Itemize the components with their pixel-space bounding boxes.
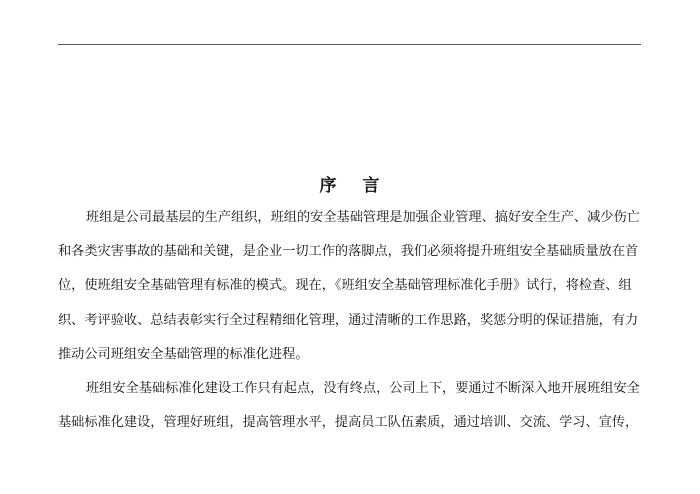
paragraph-line: 基础标准化建设，管理好班组，提高管理水平，提高员工队伍素质，通过培训、交流、学习、宣传， <box>58 415 639 431</box>
header-rule <box>58 44 641 45</box>
paragraph-line: 推动公司班组安全基础管理的标准化进程。 <box>58 346 309 362</box>
paragraph-line: 位，使班组安全基础管理有标准的模式。现在，《班组安全基础管理标准化手册》试行，将检查、组 <box>58 278 632 294</box>
title-char-1: 序 <box>319 176 337 196</box>
page-title <box>58 174 641 198</box>
paragraph-line: 和各类灾害事故的基础和关键，是企业一切工作的落脚点，我们必须将提升班组安全基础质量放在首 <box>58 244 639 260</box>
paragraph-2 <box>58 372 642 440</box>
paragraph-line: 班组安全基础标准化建设工作只有起点，没有终点，公司上下，要通过不断深入地开展班组安全 <box>86 380 640 396</box>
title-char-2: 言 <box>362 176 380 196</box>
paragraph-line: 织、考评验收、总结表彰实行全过程精细化管理，通过清晰的工作思路，奖惩分明的保证措施，有力 <box>58 312 639 328</box>
paragraph-line: 班组是公司最基层的生产组织，班组的安全基础管理是加强企业管理、搞好安全生产、减少伤亡 <box>86 210 640 225</box>
paragraph-1 <box>58 201 642 372</box>
body-text <box>58 201 642 440</box>
